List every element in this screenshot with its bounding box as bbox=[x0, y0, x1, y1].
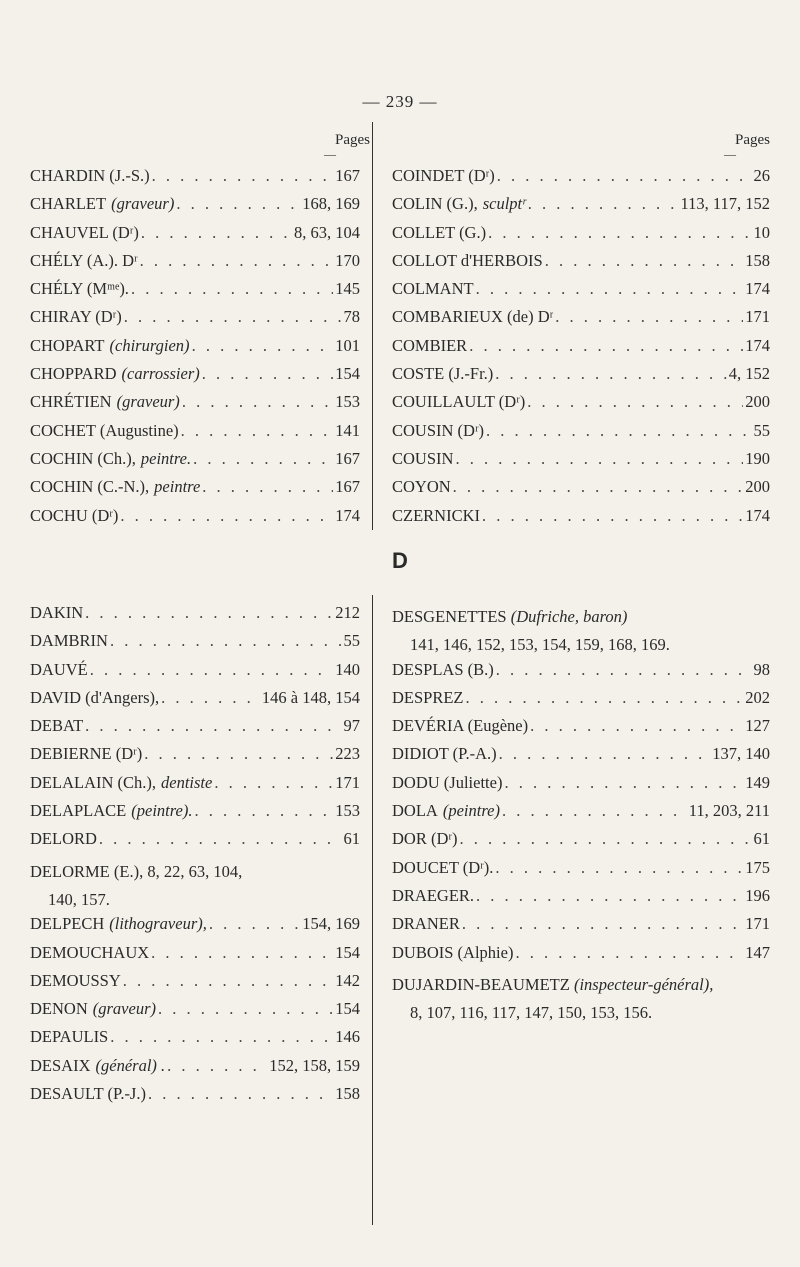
entry-pages: 149 bbox=[745, 772, 770, 792]
entry-name: COINDET (Dʳ) bbox=[392, 166, 495, 185]
entry-note: (inspecteur-général), bbox=[573, 974, 714, 994]
entry-pages: 154 bbox=[335, 942, 360, 962]
index-column-c-right bbox=[392, 166, 770, 534]
entry-name: DOLA bbox=[392, 801, 438, 821]
leader-dots bbox=[555, 307, 743, 327]
leader-dots bbox=[148, 1084, 333, 1104]
leader-dots bbox=[530, 716, 743, 736]
entry-name: COUSIN (Dʳ) bbox=[392, 420, 485, 440]
entry-pages: 154 bbox=[335, 364, 360, 384]
leader-dots bbox=[202, 477, 333, 497]
entry-pages: 4, 152 bbox=[728, 364, 770, 384]
entry-name: COUSIN bbox=[392, 448, 454, 468]
index-entry bbox=[30, 307, 360, 335]
index-entry bbox=[30, 1084, 360, 1112]
pages-label: Pages bbox=[735, 132, 770, 148]
leader-dots bbox=[158, 999, 333, 1019]
leader-dots bbox=[545, 251, 744, 271]
index-entry bbox=[392, 829, 770, 857]
entry-note: (graveur) bbox=[111, 194, 175, 214]
entry-name: CHIRAY (Dʳ) bbox=[30, 307, 122, 327]
leader-dots bbox=[151, 943, 333, 963]
entry-note: peintre. bbox=[140, 448, 192, 468]
leader-dots bbox=[124, 307, 342, 327]
entry-name: DOUCET (Dʳ). bbox=[392, 857, 494, 877]
entry-pages: 61 bbox=[343, 829, 360, 849]
entry-pages: 146 à 148, 154 bbox=[261, 687, 360, 707]
entry-name: DOR (Dʳ) bbox=[392, 829, 458, 849]
entry-note: (général) . bbox=[95, 1055, 166, 1075]
entry-name: DELPECH bbox=[30, 914, 105, 934]
entry-name: COCHET (Augustine) bbox=[30, 420, 179, 440]
index-entry bbox=[30, 251, 360, 279]
entry-note: (Dufriche, baron) bbox=[510, 607, 628, 626]
entry-name: DESGENETTES bbox=[392, 607, 507, 626]
entry-pages: 212 bbox=[335, 603, 360, 622]
leader-dots bbox=[496, 660, 752, 680]
index-entry bbox=[392, 603, 770, 660]
pages-header-right bbox=[690, 132, 770, 159]
leader-dots bbox=[202, 364, 334, 384]
entry-pages: 175 bbox=[745, 857, 770, 877]
entry-pages: 127 bbox=[745, 716, 770, 736]
index-entry bbox=[392, 194, 770, 222]
entry-pages: 174 bbox=[335, 505, 360, 525]
entry-name: CHÉLY (A.). Dʳ bbox=[30, 250, 138, 270]
entry-name: CHAUVEL (Dʳ) bbox=[30, 222, 139, 242]
index-entry bbox=[30, 631, 360, 659]
entry-name: COUILLAULT (Dʳ) bbox=[392, 392, 526, 412]
leader-dots bbox=[182, 392, 333, 412]
entry-pages: 153 bbox=[335, 392, 360, 412]
index-entry bbox=[392, 886, 770, 914]
index-entry bbox=[392, 773, 770, 801]
index-entry bbox=[392, 223, 770, 251]
leader-dots bbox=[195, 801, 334, 821]
index-entry bbox=[30, 971, 360, 999]
entry-pages: 190 bbox=[745, 448, 770, 468]
index-entry bbox=[30, 914, 360, 942]
entry-name: COCHIN (C.-N.), bbox=[30, 477, 150, 497]
entry-pages: 8, 63, 104 bbox=[294, 222, 360, 242]
index-entry bbox=[30, 506, 360, 534]
leader-dots bbox=[123, 971, 333, 991]
entry-note: (carrossier) bbox=[121, 364, 200, 384]
entry-pages: 158 bbox=[335, 1084, 360, 1104]
leader-dots bbox=[459, 829, 751, 849]
entry-note: (peintre) bbox=[442, 801, 500, 821]
pages-dash: — bbox=[324, 147, 336, 161]
index-entry bbox=[30, 943, 360, 971]
entry-pages: 200 bbox=[745, 392, 770, 412]
column-divider-d bbox=[372, 595, 373, 1225]
entry-note: (graveur) bbox=[92, 999, 156, 1019]
leader-dots bbox=[161, 688, 260, 708]
entry-name: COLIN (G.), bbox=[392, 194, 478, 214]
column-divider-c bbox=[372, 122, 373, 530]
index-entry bbox=[30, 829, 360, 857]
entry-pages: 61 bbox=[753, 829, 770, 849]
entry-name: COLLET (G.) bbox=[392, 222, 487, 242]
index-entry bbox=[392, 166, 770, 194]
index-entry bbox=[30, 773, 360, 801]
entry-pages: 152, 158, 159 bbox=[269, 1055, 360, 1075]
index-entry bbox=[30, 336, 360, 364]
leader-dots bbox=[85, 716, 341, 736]
index-entry bbox=[392, 943, 770, 971]
entry-note: dentiste bbox=[161, 772, 213, 792]
leader-dots bbox=[497, 166, 752, 186]
entry-name: CHARLET bbox=[30, 194, 107, 214]
entry-name: DEPAULIS bbox=[30, 1027, 109, 1047]
leader-dots bbox=[455, 449, 743, 469]
entry-name: DELALAIN (Ch.), bbox=[30, 772, 157, 792]
entry-name: COYON bbox=[392, 477, 451, 497]
index-entry bbox=[392, 801, 770, 829]
leader-dots bbox=[502, 801, 687, 821]
entry-pages: 26 bbox=[753, 166, 770, 185]
entry-pages: 196 bbox=[745, 885, 770, 905]
entry-name: DEBIERNE (Dʳ) bbox=[30, 744, 143, 764]
entry-pages: 167 bbox=[335, 166, 360, 185]
leader-dots bbox=[486, 421, 751, 441]
entry-name: DELORME (E.), bbox=[30, 861, 144, 881]
leader-dots bbox=[488, 223, 751, 243]
leader-dots bbox=[144, 744, 333, 764]
index-entry bbox=[392, 858, 770, 886]
page-number: — 239 — bbox=[362, 92, 438, 111]
entry-name: DAUVÉ bbox=[30, 659, 88, 679]
entry-pages: 141 bbox=[335, 420, 360, 440]
index-column-c-left bbox=[30, 166, 360, 534]
entry-pages: 137, 140 bbox=[712, 744, 770, 764]
index-entry bbox=[392, 421, 770, 449]
leader-dots bbox=[527, 392, 743, 412]
entry-name: DELORD bbox=[30, 829, 97, 849]
entry-pages: 146 bbox=[335, 1027, 360, 1047]
leader-dots bbox=[131, 279, 333, 299]
entry-pages: 170 bbox=[335, 250, 360, 270]
entry-name: DELAPLACE bbox=[30, 801, 127, 821]
entry-pages: 154, 169 bbox=[302, 914, 360, 934]
leader-dots bbox=[209, 914, 300, 934]
entry-name: COLMANT bbox=[392, 279, 474, 299]
index-entry bbox=[30, 279, 360, 307]
entry-name: DESPLAS (B.) bbox=[392, 659, 494, 679]
entry-name: DESPREZ bbox=[392, 687, 464, 707]
index-entry bbox=[30, 1027, 360, 1055]
index-entry bbox=[30, 166, 360, 194]
leader-dots bbox=[110, 1027, 333, 1047]
leader-dots bbox=[499, 744, 711, 764]
index-entry bbox=[30, 392, 360, 420]
entry-pages: 10 bbox=[753, 222, 770, 242]
leader-dots bbox=[495, 364, 726, 384]
entry-pages-continued: 8, 107, 116, 117, 147, 150, 153, 156. bbox=[410, 1003, 653, 1023]
pages-label: Pages bbox=[335, 132, 370, 148]
leader-dots bbox=[482, 506, 743, 526]
entry-pages: 153 bbox=[335, 801, 360, 821]
entry-name: CHOPART bbox=[30, 335, 105, 355]
entry-pages: 55 bbox=[343, 631, 360, 651]
entry-name: CHOPPARD bbox=[30, 364, 117, 384]
entry-pages: 202 bbox=[745, 687, 770, 707]
leader-dots bbox=[167, 1056, 267, 1076]
leader-dots bbox=[453, 477, 744, 497]
index-entry bbox=[392, 506, 770, 534]
entry-name: DEVÉRIA (Eugène) bbox=[392, 716, 529, 736]
entry-pages-continued: 141, 146, 152, 153, 154, 159, 168, 169. bbox=[410, 635, 670, 655]
leader-dots bbox=[193, 449, 333, 469]
leader-dots bbox=[495, 858, 743, 878]
index-entry bbox=[30, 744, 360, 772]
index-entry bbox=[392, 251, 770, 279]
entry-pages-continued: 140, 157. bbox=[48, 889, 110, 909]
entry-pages: 171 bbox=[745, 914, 770, 934]
index-entry bbox=[392, 279, 770, 307]
entry-note: (lithograveur), bbox=[109, 914, 207, 934]
leader-dots bbox=[192, 336, 334, 356]
index-entry bbox=[30, 449, 360, 477]
entry-pages: 11, 203, 211 bbox=[688, 801, 770, 821]
index-entry bbox=[392, 477, 770, 505]
entry-pages: 98 bbox=[753, 659, 770, 679]
entry-pages: 147 bbox=[745, 942, 770, 962]
entry-name: COCHIN (Ch.), bbox=[30, 448, 136, 468]
entry-pages: 78 bbox=[343, 307, 360, 327]
entry-name: COMBARIEUX (de) Dʳ bbox=[392, 307, 554, 327]
index-entry bbox=[30, 716, 360, 744]
index-entry bbox=[30, 194, 360, 222]
entry-pages: 167 bbox=[335, 448, 360, 468]
entry-note: peintre bbox=[154, 477, 201, 497]
leader-dots bbox=[462, 914, 743, 934]
entry-name: COMBIER bbox=[392, 335, 468, 355]
entry-pages: 158 bbox=[745, 250, 770, 270]
entry-name: DAKIN bbox=[30, 603, 84, 622]
index-entry bbox=[392, 449, 770, 477]
leader-dots bbox=[90, 660, 334, 680]
index-entry bbox=[392, 914, 770, 942]
entry-name: COCHU (Dʳ) bbox=[30, 505, 119, 525]
leader-dots bbox=[120, 506, 333, 526]
leader-dots bbox=[110, 631, 342, 651]
entry-note: (graveur) bbox=[116, 392, 180, 412]
entry-pages: 167 bbox=[335, 477, 360, 497]
leader-dots bbox=[85, 603, 333, 623]
section-letter: D bbox=[392, 548, 408, 573]
entry-name: CHÉLY (Mᵐᵉ). bbox=[30, 279, 129, 299]
entry-pages: 171 bbox=[745, 307, 770, 327]
entry-pages: 200 bbox=[745, 477, 770, 497]
index-entry bbox=[392, 971, 770, 1028]
leader-dots bbox=[181, 421, 334, 441]
pages-header-left bbox=[290, 132, 370, 159]
index-entry bbox=[30, 477, 360, 505]
leader-dots bbox=[476, 279, 744, 299]
leader-dots bbox=[152, 166, 334, 186]
index-entry bbox=[392, 660, 770, 688]
entry-pages: 113, 117, 152 bbox=[680, 194, 770, 214]
index-entry bbox=[392, 744, 770, 772]
leader-dots bbox=[140, 251, 334, 271]
index-column-d-left bbox=[30, 603, 360, 1112]
index-entry bbox=[30, 801, 360, 829]
entry-name: CHRÉTIEN bbox=[30, 392, 112, 412]
entry-name: DAMBRIN bbox=[30, 631, 108, 651]
entry-name: DEMOUCHAUX bbox=[30, 942, 150, 962]
entry-name: DENON bbox=[30, 999, 88, 1019]
index-entry bbox=[392, 364, 770, 392]
index-entry bbox=[30, 421, 360, 449]
entry-pages: 145 bbox=[335, 279, 360, 299]
entry-pages: 168, 169 bbox=[302, 194, 360, 214]
entry-note: sculptʳ bbox=[482, 194, 526, 214]
entry-name: DEBAT bbox=[30, 716, 84, 736]
index-column-d-right bbox=[392, 603, 770, 1027]
entry-pages: 97 bbox=[343, 716, 360, 736]
index-entry bbox=[30, 660, 360, 688]
index-entry bbox=[30, 223, 360, 251]
index-entry bbox=[392, 716, 770, 744]
entry-pages: 8, 22, 63, 104, bbox=[147, 861, 243, 881]
entry-name: DEMOUSSY bbox=[30, 970, 121, 990]
leader-dots bbox=[141, 223, 292, 243]
entry-name: DESAIX bbox=[30, 1055, 91, 1075]
entry-pages: 154 bbox=[335, 999, 360, 1019]
entry-name: DESAULT (P.-J.) bbox=[30, 1084, 146, 1104]
entry-pages: 55 bbox=[753, 420, 770, 440]
entry-name: DODU (Juliette) bbox=[392, 772, 503, 792]
entry-name: DUBOIS (Alphie) bbox=[392, 942, 514, 962]
entry-name: CZERNICKI bbox=[392, 505, 480, 525]
leader-dots bbox=[469, 336, 743, 356]
index-entry bbox=[30, 1056, 360, 1084]
entry-name: COLLOT d'HERBOIS bbox=[392, 250, 543, 270]
index-entry bbox=[30, 999, 360, 1027]
leader-dots bbox=[99, 829, 342, 849]
entry-note: (peintre). bbox=[131, 801, 193, 821]
entry-pages: 140 bbox=[335, 659, 360, 679]
index-entry bbox=[392, 307, 770, 335]
entry-name: DAVID (d'Angers), bbox=[30, 687, 160, 707]
entry-name: CHARDIN (J.-S.) bbox=[30, 166, 150, 185]
entry-note: (chirurgien) bbox=[109, 335, 190, 355]
index-entry bbox=[30, 858, 360, 915]
entry-name: COSTE (J.-Fr.) bbox=[392, 364, 494, 384]
leader-dots bbox=[515, 943, 743, 963]
leader-dots bbox=[214, 773, 333, 793]
index-entry bbox=[30, 688, 360, 716]
pages-dash: — bbox=[724, 147, 736, 161]
index-entry bbox=[392, 336, 770, 364]
entry-name: DRANER bbox=[392, 914, 460, 934]
entry-pages: 174 bbox=[745, 335, 770, 355]
entry-pages: 174 bbox=[745, 279, 770, 299]
entry-pages: 223 bbox=[335, 744, 360, 764]
index-entry bbox=[392, 392, 770, 420]
entry-pages: 101 bbox=[335, 335, 360, 355]
entry-name: DRAEGER. bbox=[392, 885, 475, 905]
leader-dots bbox=[504, 773, 743, 793]
leader-dots bbox=[176, 194, 300, 214]
leader-dots bbox=[528, 194, 679, 214]
entry-pages: 174 bbox=[745, 505, 770, 525]
entry-name: DUJARDIN-BEAUMETZ bbox=[392, 974, 570, 994]
entry-pages: 171 bbox=[335, 772, 360, 792]
index-entry bbox=[392, 688, 770, 716]
entry-pages: 142 bbox=[335, 970, 360, 990]
index-entry bbox=[30, 603, 360, 631]
leader-dots bbox=[476, 886, 743, 906]
index-entry bbox=[30, 364, 360, 392]
entry-name: DIDIOT (P.-A.) bbox=[392, 744, 497, 764]
leader-dots bbox=[466, 688, 744, 708]
